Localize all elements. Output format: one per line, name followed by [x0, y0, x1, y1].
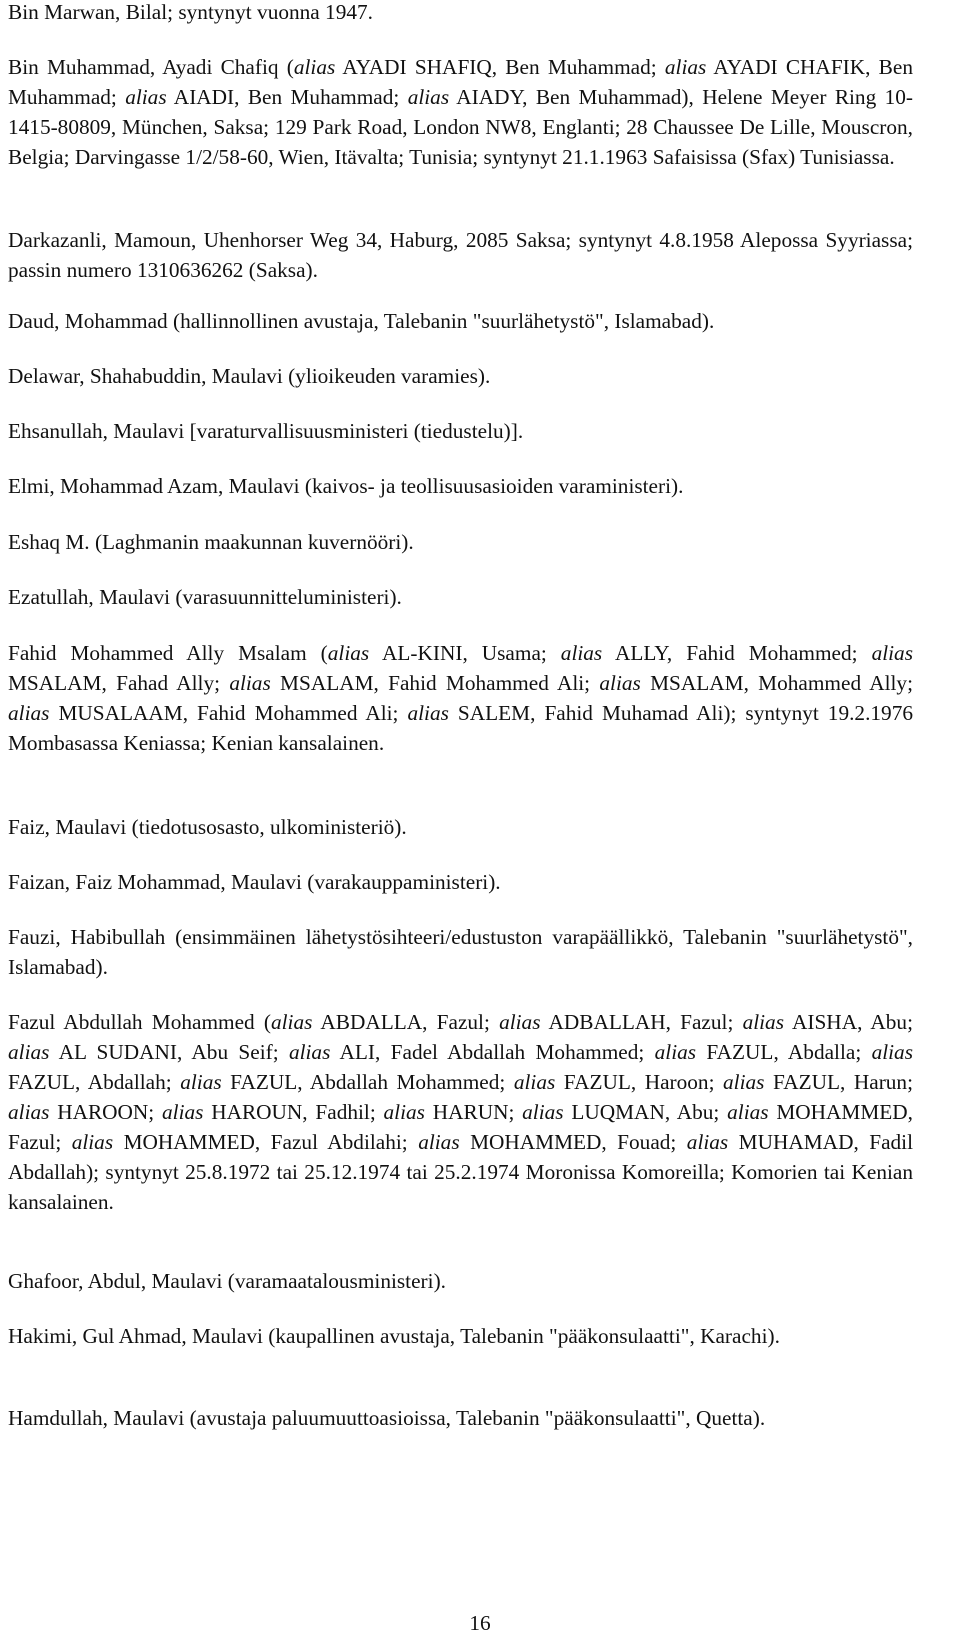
- entry-text: FAZUL, Abdallah Mohammed;: [221, 1070, 514, 1094]
- alias-keyword: alias: [8, 1040, 50, 1064]
- alias-keyword: alias: [654, 1040, 697, 1064]
- entry-text: Bin Muhammad, Ayadi Chafiq (: [8, 55, 294, 79]
- alias-keyword: alias: [407, 85, 450, 109]
- entry-bin-muhammad: [8, 52, 913, 172]
- entry-delawar: [8, 361, 913, 391]
- entry-hakimi: [8, 1321, 913, 1351]
- entry-text: AISHA, Abu;: [783, 1010, 913, 1034]
- alias-keyword: alias: [327, 641, 370, 665]
- entry-fahid-mohammed: [8, 638, 913, 758]
- alias-keyword: alias: [293, 55, 336, 79]
- alias-keyword: alias: [229, 671, 271, 695]
- alias-keyword: alias: [723, 1070, 765, 1094]
- alias-keyword: alias: [742, 1010, 784, 1034]
- entry-text: MSALAM, Mohammed Ally;: [640, 671, 913, 695]
- entry-text: Ezatullah, Maulavi (varasuunnitteluministeri).: [8, 585, 402, 609]
- entry-text: Bin Marwan, Bilal; syntynyt vuonna 1947.: [8, 0, 373, 24]
- entry-text: HAROUN, Fadhil;: [203, 1100, 384, 1124]
- alias-keyword: alias: [383, 1100, 425, 1124]
- entry-text: ABDALLA, Fazul;: [312, 1010, 500, 1034]
- alias-keyword: alias: [180, 1070, 222, 1094]
- entry-text: Elmi, Mohammad Azam, Maulavi (kaivos- ja teollisuusasioiden varaministeri).: [8, 474, 684, 498]
- alias-keyword: alias: [871, 1040, 913, 1064]
- entry-fazul-abdullah: [8, 1007, 913, 1217]
- entry-ehsanullah: [8, 416, 913, 446]
- entry-text: AYADI SHAFIQ, Ben Muhammad;: [335, 55, 665, 79]
- entry-text: MSALAM, Fahid Mohammed Ali;: [270, 671, 600, 695]
- entry-text: FAZUL, Harun;: [764, 1070, 913, 1094]
- alias-keyword: alias: [727, 1100, 769, 1124]
- alias-keyword: alias: [125, 85, 167, 109]
- alias-keyword: alias: [270, 1010, 313, 1034]
- entry-elmi: [8, 471, 913, 501]
- entry-text: MUSALAAM, Fahid Mohammed Ali;: [49, 701, 408, 725]
- entry-text: Fazul Abdullah Mohammed (: [8, 1010, 271, 1034]
- alias-keyword: alias: [288, 1040, 331, 1064]
- entry-hamdullah: [8, 1403, 913, 1433]
- alias-keyword: alias: [418, 1130, 460, 1154]
- entry-faiz: [8, 812, 913, 842]
- entry-faizan: [8, 867, 913, 897]
- entry-ezatullah: [8, 582, 913, 612]
- entry-text: Eshaq M. (Laghmanin maakunnan kuvernööri).: [8, 530, 414, 554]
- alias-keyword: alias: [522, 1100, 564, 1124]
- entry-text: Darkazanli, Mamoun, Uhenhorser Weg 34, Haburg, 2085 Saksa; syntynyt 4.8.1958 Alepossa Syyriassa; passin numero 1310636262 (Saksa).: [8, 228, 913, 282]
- entry-text: AL SUDANI, Abu Seif;: [49, 1040, 289, 1064]
- entry-darkazanli: [8, 225, 913, 285]
- alias-keyword: alias: [499, 1010, 541, 1034]
- entry-text: AL-KINI, Usama;: [369, 641, 561, 665]
- entry-text: FAZUL, Haroon;: [555, 1070, 724, 1094]
- entry-text: HARUN;: [424, 1100, 523, 1124]
- alias-keyword: alias: [71, 1130, 114, 1154]
- entry-bin-marwan: [8, 0, 913, 27]
- entry-text: AYADI CHAFIK, Ben Muhammad;: [8, 55, 913, 109]
- entry-fauzi: [8, 922, 913, 982]
- alias-keyword: alias: [8, 1100, 50, 1124]
- entry-eshaq: [8, 527, 913, 557]
- alias-keyword: alias: [871, 641, 913, 665]
- entry-ghafoor: [8, 1266, 913, 1296]
- page-number: 16: [469, 1611, 491, 1635]
- entry-text: Ghafoor, Abdul, Maulavi (varamaatalousministeri).: [8, 1269, 446, 1293]
- alias-keyword: alias: [664, 55, 707, 79]
- entry-text: Faiz, Maulavi (tiedotusosasto, ulkoministeriö).: [8, 815, 407, 839]
- alias-keyword: alias: [162, 1100, 204, 1124]
- entry-text: Hakimi, Gul Ahmad, Maulavi (kaupallinen avustaja, Talebanin "pääkonsulaatti", Karachi).: [8, 1324, 780, 1348]
- entry-text: FAZUL, Abdalla;: [696, 1040, 872, 1064]
- alias-keyword: alias: [8, 701, 50, 725]
- entry-text: Ehsanullah, Maulavi [varaturvallisuusministeri (tiedustelu)].: [8, 419, 524, 443]
- entry-text: Fauzi, Habibullah (ensimmäinen lähetystösihteeri/edustuston varapäällikkö, Talebanin "suurlähetystö", Islamabad).: [8, 925, 913, 979]
- entry-text: Fahid Mohammed Ally Msalam (: [8, 641, 328, 665]
- entry-text: ADBALLAH, Fazul;: [540, 1010, 743, 1034]
- entry-text: FAZUL, Abdallah;: [8, 1070, 181, 1094]
- alias-keyword: alias: [599, 671, 641, 695]
- entry-text: Delawar, Shahabuddin, Maulavi (ylioikeuden varamies).: [8, 364, 491, 388]
- entry-text: AIADI, Ben Muhammad;: [166, 85, 408, 109]
- entry-text: MSALAM, Fahad Ally;: [8, 671, 230, 695]
- alias-keyword: alias: [407, 701, 449, 725]
- entry-daud: [8, 306, 913, 336]
- entry-text: MUHAMAD, Fadil Abdallah); syntynyt 25.8.1972 tai 25.12.1974 tai 25.2.1974 Moronissa Komoreilla; Komorien tai Kenian kansalainen.: [8, 1130, 914, 1214]
- entry-text: LUQMAN, Abu;: [563, 1100, 728, 1124]
- entry-text: Faizan, Faiz Mohammad, Maulavi (varakauppaministeri).: [8, 870, 501, 894]
- alias-keyword: alias: [513, 1070, 556, 1094]
- entry-text: ALLY, Fahid Mohammed;: [602, 641, 872, 665]
- entry-text: MOHAMMED, Fazul;: [8, 1100, 913, 1154]
- entry-text: HAROON;: [49, 1100, 162, 1124]
- entry-text: MOHAMMED, Fazul Abdilahi;: [113, 1130, 419, 1154]
- alias-keyword: alias: [686, 1130, 729, 1154]
- entry-text: MOHAMMED, Fouad;: [459, 1130, 687, 1154]
- entry-text: AIADY, Ben Muhammad), Helene Meyer Ring 10-1415-80809, München, Saksa; 129 Park Road, London NW8, Englanti; 28 Chaussee De Lille, Mouscron, Belgia; Darvingasse 1/2/58-60, Wien, Itävalta; Tunisia; syntynyt 21.1.1963 Safaisissa (Sfax) Tunisiassa.: [8, 85, 913, 169]
- entry-text: Hamdullah, Maulavi (avustaja paluumuuttoasioissa, Talebanin "pääkonsulaatti", Quetta).: [8, 1406, 766, 1430]
- entry-text: ALI, Fadel Abdallah Mohammed;: [330, 1040, 655, 1064]
- alias-keyword: alias: [560, 641, 603, 665]
- entry-text: Daud, Mohammad (hallinnollinen avustaja, Talebanin "suurlähetystö", Islamabad).: [8, 309, 715, 333]
- entry-text: SALEM, Fahid Muhamad Ali); syntynyt 19.2.1976 Mombasassa Keniassa; Kenian kansalainen.: [8, 701, 913, 755]
